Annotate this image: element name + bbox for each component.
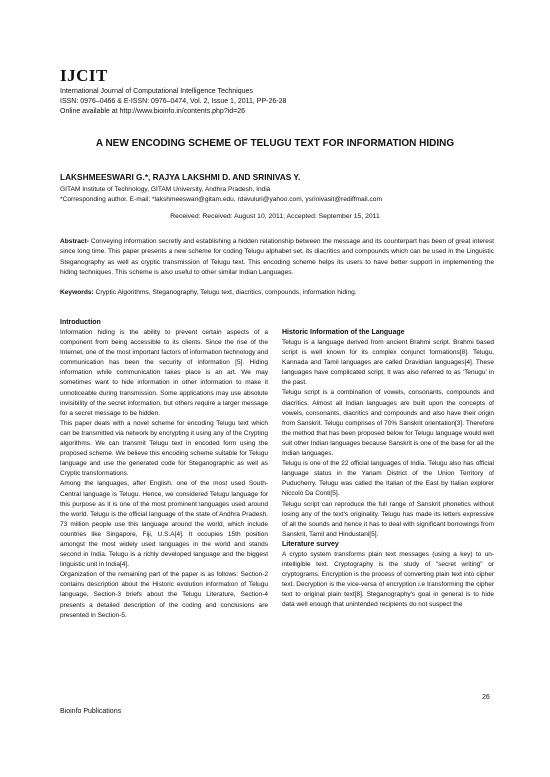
paragraph: This paper deals with a novel scheme for encoding Telugu text which can be transmitted via network by encrypting it using any of the Crypting algorithms. We can transmit Telugu text in encoded form using the proposed scheme. We believe this encoding scheme suitable for Telugu language and use the generated code for Steganographic as well as Cryptic transformations. <box>60 419 268 478</box>
issn-line: ISSN: 0976–0466 & E-ISSN: 0976–0474, Vol. 2, Issue 1, 2011, PP-26-28 <box>60 98 287 105</box>
keywords-text: Cryptic Algorithms, Steganography, Telugu text, diacritics, compounds, information hiding. <box>93 289 357 296</box>
paragraph: Organization of the remaining part of the paper is as follows: Section-2 contains description about the Historic evolution information of Telugu language, Section-3 briefs about the Telugu Literature, Section-4 presents a detailed description of the coding and conclusions are presented in Section-5. <box>60 571 268 619</box>
paper-title: A NEW ENCODING SCHEME OF TELUGU TEXT FOR INFORMATION HIDING <box>95 138 455 149</box>
abstract-label: Abstract- <box>60 238 89 245</box>
publisher-footer: Bioinfo Publications <box>60 708 122 715</box>
abstract <box>60 237 494 278</box>
right-column <box>282 328 494 610</box>
paragraph: Telugu is a language derived from ancient Brahmi script. Brahmi based script is well known for its complex conjunct formations[8]. Telugu, Kannada and Tamil languages are called Dravidian languages[4]. These languages have complicated script. It was also referred to as 'Tenugu' in the past. <box>282 339 494 387</box>
correspondence: *Corresponding author. E-mail: *lakshmeeswari@gitam.edu, rdavuluri@yahoo.com, ysrinivasit@rediffmail.com <box>60 195 382 203</box>
abstract-text: Conveying information secretly and establishing a hidden relationship between the message and its counterpart has been of great interest since long time. This paper presents a new scheme for coding Telugu alphabet set, its diacritics and compounds which can be used in the Linguistic Steganography as well as cryptic transmission of Telugu text. This encoding scheme helps its users to have better support in implementing the hiding techniques. This scheme is also useful to other similar Indian Languages. <box>60 238 494 276</box>
left-column <box>60 318 268 621</box>
received-dates: Received: Received: August 10, 2011; Accepted: September 15, 2011 <box>170 213 380 220</box>
paragraph: A crypto system transforms plain text messages (using a key) to un-intelligible text. Cryptography is the study of "secret writing" or cryptograms. Encryption is the process of converting plain text into cipher text. Decryption is the vice-versa of encryption i.e transforming the cipher text to original plain text[8]. Steganography's goal in general is to hide data well enough that unintended recipients do not suspect the <box>282 550 494 609</box>
section-heading-literature: Literature survey <box>282 540 339 548</box>
keywords-label: Keywords: <box>60 289 94 296</box>
journal-abbrev: IJCIT <box>60 66 108 85</box>
authors: LAKSHMEESWARI G.*, RAJYA LAKSHMI D. AND SRINIVAS Y. <box>60 172 301 182</box>
paragraph: Information hiding is the ability to prevent certain aspects of a component from being accessible to its clients. Since the rise of the Internet, one of the most important factors of information technology and communication has been the security of information [5]. Hiding information while communication takes place is an art. We may sometimes want to hide information in other information to make it unnoticeable during transmission. Some applications may use absolute invisibility of the secret information, but others require a larger message for a secret message to be hidden. <box>60 329 268 417</box>
paragraph: Telugu script can reproduce the full range of Sanskrit phonetics without losing any of the text's originality. Telugu has made its letters expressive of all the sounds and hence it has to deal with significant borrowings from Sanskrit, Tamil and Hindustani[5]. <box>282 500 494 538</box>
paragraph: Telugu script is a combination of vowels, consonants, compounds and diacritics. Almost all Indian languages are built upon the concepts of vowels, consonants, diacritics and compounds and also have their origin from Sanskrit. Telugu comprises of 70% Sanskrit orientation[3]. Therefore the method that has been proposed below for Telugu language would well suit other Indian languages because Sanskrit is one of the base for all the Indian languages. <box>282 389 495 458</box>
page-number: 26 <box>482 694 490 701</box>
paragraph: Among the languages, after English, one of the most used South-Central language is Telugu. Hence, we considered Telugu language for this purpose as it is one of the most prominent languages used around the world. Telugu is the official language of the state of Andhra Pradesh. 73 million people use this language around the world, which include countries like Singapore, Fiji, U.S.A[4]. It occupies 15th position amongst the most widely used languages in the world and stands second in India. Telugu is a richly developed language and the biggest linguistic unit in India[4]. <box>60 480 268 569</box>
section-heading-history: Historic Information of the Language <box>282 329 405 336</box>
paragraph: Telugu is one of the 22 official languages of India. Telugu also has official language status in the Yanam District of the Union Territory of Puducherry. Telugu was called the Italian of the East by Italian explorer Niccolò Da Conti[5]. <box>282 460 494 498</box>
journal-meta <box>60 87 286 117</box>
section-heading-introduction: Introduction <box>60 319 101 326</box>
affiliation-block <box>60 185 382 204</box>
journal-name: International Journal of Computational Intelligence Techniques <box>60 88 253 95</box>
keywords <box>60 288 494 298</box>
affiliation: GITAM Institute of Technology, GITAM University, Andhra Pradesh, India <box>60 186 271 193</box>
online-line: Online available at http://www.bioinfo.in/contents.php?id=26 <box>60 108 246 115</box>
